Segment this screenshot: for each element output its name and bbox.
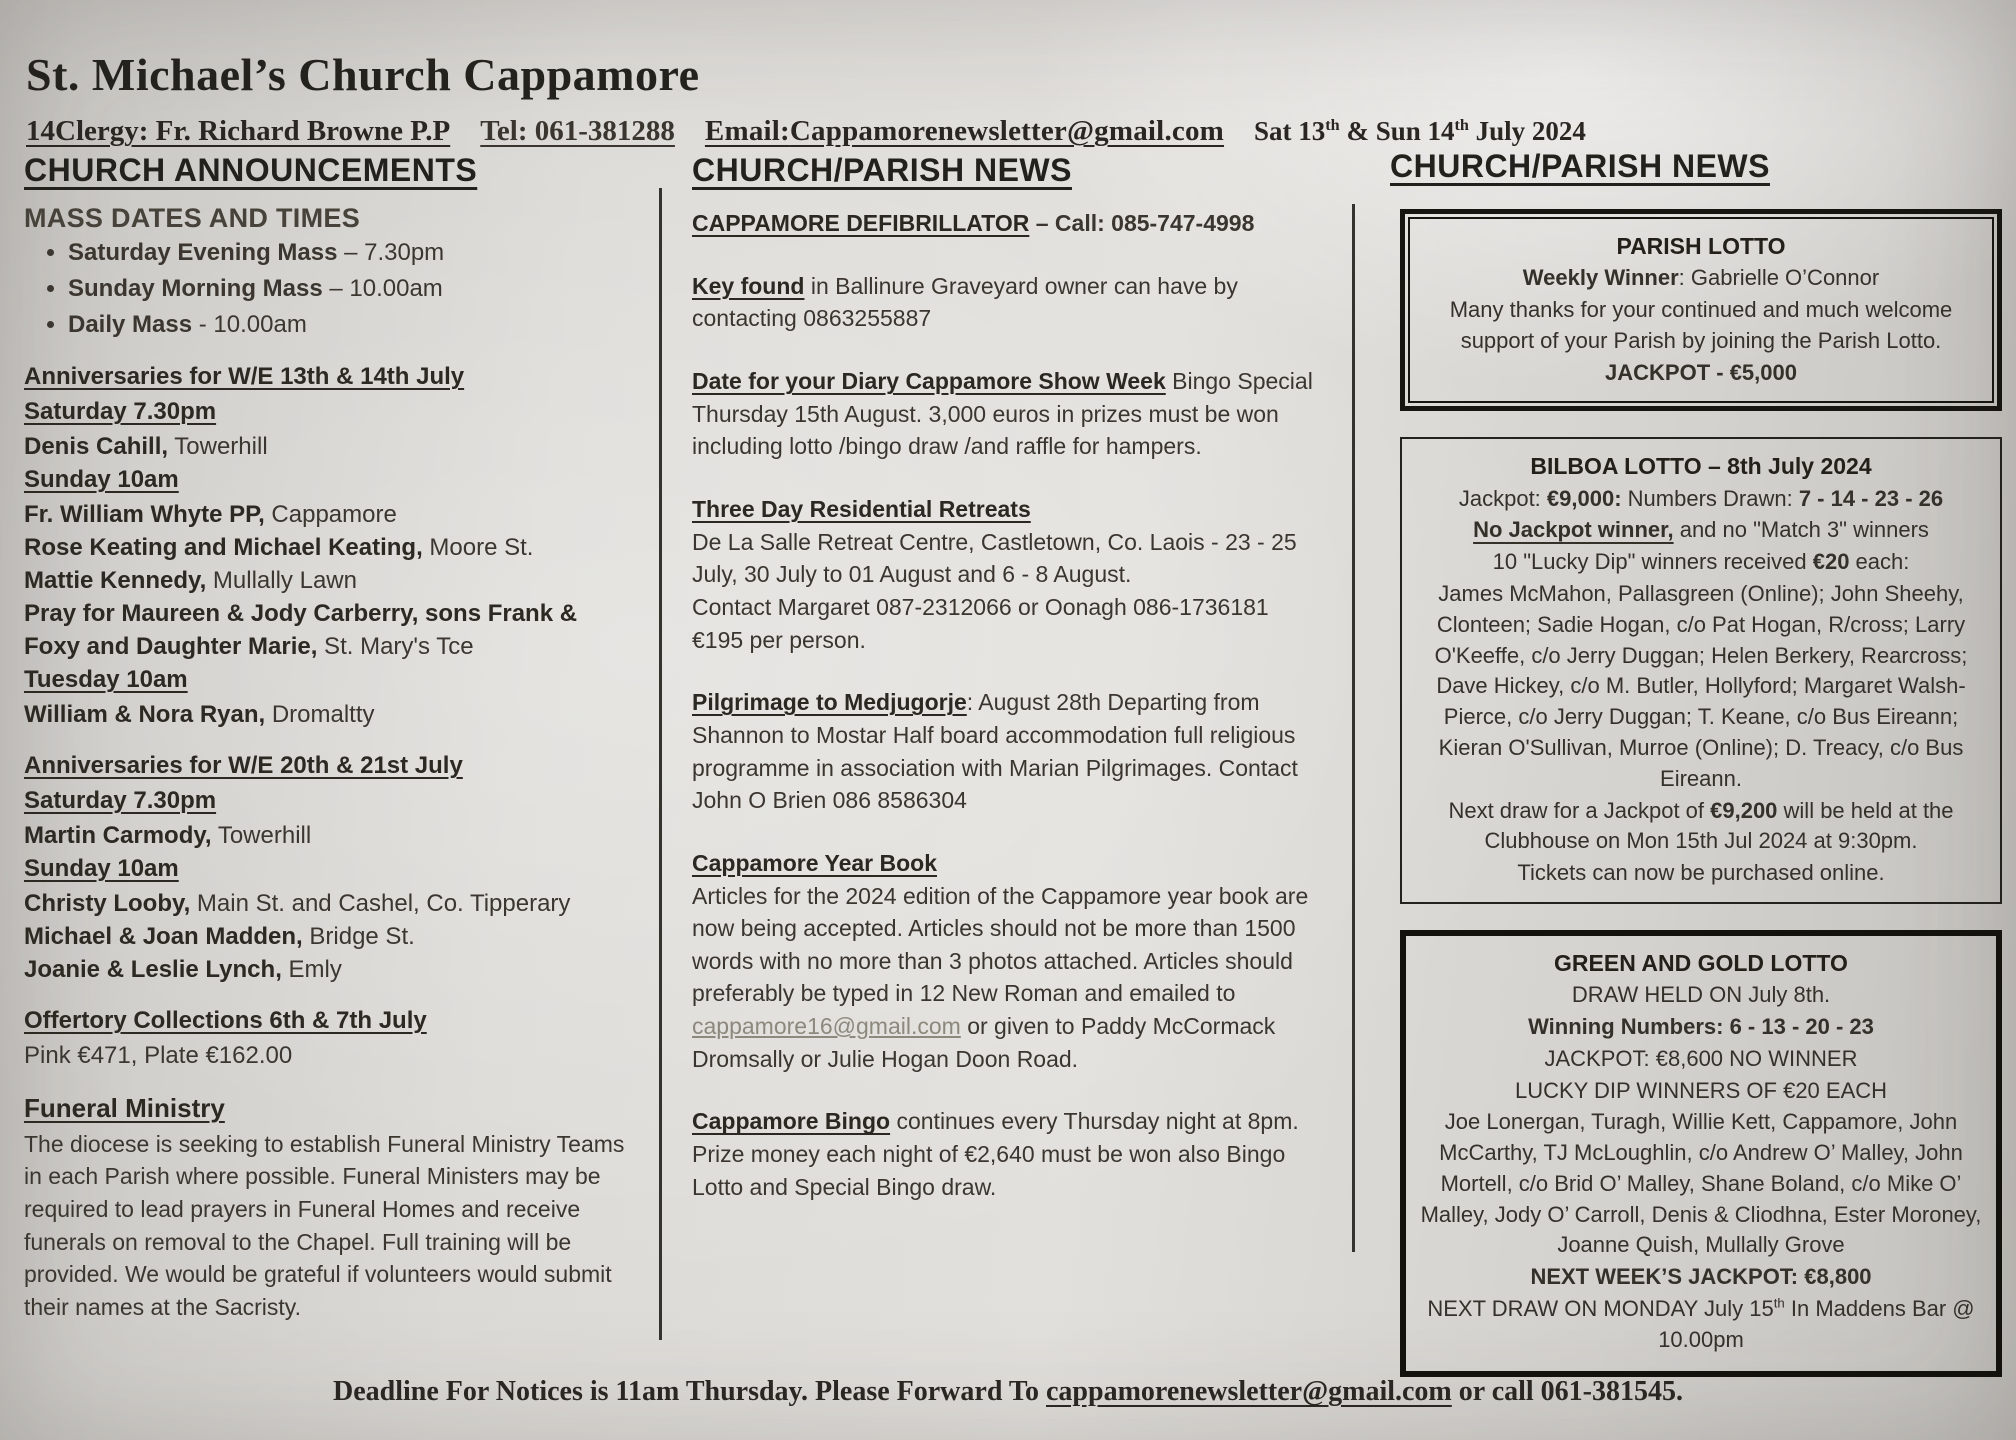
parish-news-heading: CHURCH/PARISH NEWS (692, 152, 1072, 188)
anniversary-name (24, 564, 632, 597)
person-name: Michael & Joan Madden, (24, 922, 303, 950)
person-place: St. Mary's Tce (317, 633, 474, 661)
column-divider-right (1352, 204, 1355, 1252)
column-divider-left (659, 188, 662, 1340)
person-name: Joanie & Leslie Lynch, (24, 955, 282, 983)
anniversary-name (24, 887, 632, 920)
person-name: Denis Cahill, (24, 432, 169, 460)
weekly-winner-name: : Gabrielle O’Connor (1678, 265, 1880, 291)
person-name: Martin Carmody, (24, 821, 212, 849)
day-heading: Saturday 7.30pm (24, 398, 217, 426)
person-name: Fr. William Whyte PP, (24, 500, 265, 528)
parish-news-heading-right: CHURCH/PARISH NEWS (1390, 148, 1770, 184)
green-gold-jackpot: JACKPOT: €8,600 NO WINNER (1544, 1045, 1858, 1071)
green-gold-draw-date: DRAW HELD ON July 8th. (1571, 982, 1831, 1008)
mass-time-item (68, 308, 632, 342)
footer-text: or call 061-381545. (1451, 1376, 1683, 1407)
show-week-title: Date for your Diary Cappamore Show Week (692, 367, 1166, 394)
anniversary-name (24, 920, 632, 953)
defibrillator-notice (692, 207, 1320, 240)
key-found-title: Key found (692, 272, 805, 299)
footer-text: Deadline For Notices is 11am Thursday. Please Forward To (333, 1376, 1046, 1407)
mass-time-item (68, 272, 632, 306)
retreats-notice (692, 493, 1320, 656)
show-week-notice (692, 365, 1320, 463)
person-name: Christy Looby, (24, 889, 191, 917)
parish-lotto-thanks: Many thanks for your continued and much welcome support of your Parish by joining the Parish Lotto. (1449, 296, 1953, 353)
person-place: Bridge St. (302, 922, 415, 950)
funeral-ministry-body: The diocese is seeking to establish Funeral Ministry Teams in each Parish where possible. Funeral Ministers may be required to lead prayers in Funeral Homes and receive funerals on removal to the Chapel. Full training will be provided. We would be grateful if volunteers would submit their names at the Sacristy. (24, 1130, 625, 1320)
person-place: Main St. and Cashel, Co. Tipperary (190, 889, 571, 917)
green-gold-winning-numbers: Winning Numbers: 6 - 13 - 20 - 23 (1528, 1013, 1874, 1039)
person-place: Emly (281, 955, 342, 983)
mass-name: Sunday Morning Mass (68, 275, 323, 303)
anniversary-name (24, 531, 632, 564)
bingo-text: continues every Thursday night at 8pm. Prize money each night of €2,640 must be won also Bingo Lotto and Special Bingo draw. (692, 1108, 1299, 1200)
announcements-heading: CHURCH ANNOUNCEMENTS (24, 152, 478, 188)
column-announcements (24, 152, 632, 1324)
pilgrimage-title: Pilgrimage to Medjugorje (692, 689, 967, 716)
pilgrimage-text: : August 28th Departing from Shannon to Mostar Half board accommodation full religious programme in association with Marian Pilgrimages. Contact John O Brien 086 8586304 (692, 689, 1298, 814)
green-gold-next-draw (1420, 1294, 1982, 1356)
person-place: Moore St. (422, 533, 534, 561)
mass-name: Saturday Evening Mass (68, 239, 338, 266)
day-heading: Saturday 7.30pm (24, 786, 217, 814)
day-heading: Sunday 10am (24, 854, 179, 882)
bilboa-winners-list: James McMahon, Pallasgreen (Online); John Sheehy, Clonteen; Sadie Hogan, c/o Pat Hogan, R/cross; Larry O'Keeffe, c/o Jerry Duggan; Helen Berkery, Rearcross; Dave Hickey, c/o M. Butler, Hollyford; Margaret Walsh-Pierce, c/o Jerry Duggan; T. Keane, c/o Bus Eireann; Kieran O'Sullivan, Murroe (Online); D. Treacy, c/o Bus Eireann. (1434, 580, 1968, 791)
person-name: Rose Keating and Michael Keating, (24, 533, 423, 561)
footer-deadline (0, 1376, 2016, 1408)
header (26, 48, 2002, 148)
defibrillator-phone: – Call: 085-747-4998 (1029, 210, 1255, 236)
green-gold-winners-list: Joe Lonergan, Turagh, Willie Kett, Cappamore, John McCarthy, TJ McLoughlin, c/o Andrew O’ Malley, John Mortell, c/o Brid O’ Malley, Shane Boland, c/o Mike O’ Malley, Jody O’ Carroll, Denis & Cliodhna, Ester Moroney, Joanne Quish, Mullally Grove (1420, 1109, 1982, 1258)
green-gold-lucky-dip: LUCKY DIP WINNERS OF €20 EACH (1514, 1077, 1888, 1103)
issue-date-text: July 2024 (1468, 116, 1586, 146)
mass-time: – 7.30pm (337, 239, 445, 266)
retreats-title: Three Day Residential Retreats (692, 495, 1031, 522)
phone-number: Tel: 061-381288 (480, 115, 675, 147)
mass-time-item (68, 236, 632, 270)
yearbook-text: Articles for the 2024 edition of the Cappamore year book are now being accepted. Articles should not be more than 1500 words with no more than 3 photos attached. Articles should preferably be typed in 12 New Roman and emailed to (692, 882, 1309, 1007)
issue-date-text: Sat 13 (1254, 116, 1326, 146)
anniversaries-2-heading: Anniversaries for W/E 20th & 21st July (24, 752, 463, 780)
bingo-title: Cappamore Bingo (692, 1108, 891, 1135)
bilboa-lucky-amount: €20 (1812, 549, 1850, 575)
issue-date (1254, 116, 1586, 147)
weekly-winner-label: Weekly Winner (1522, 265, 1679, 291)
bilboa-drawn-label: Numbers Drawn: (1621, 485, 1799, 511)
footer-email-link[interactable]: cappamorenewsletter@gmail.com (1046, 1376, 1452, 1407)
retreats-line: De La Salle Retreat Centre, Castletown, Co. Laois - 23 - 25 July, 30 July to 01 August and 6 - 8 August. (692, 528, 1297, 588)
person-place: Towerhill (168, 432, 268, 460)
show-week-text: Bingo Special Thursday 15th August. 3,000 euros in prizes must be won including lotto /bingo draw /and raffle for hampers. (692, 367, 1313, 460)
mass-times-heading: MASS DATES AND TIMES (24, 203, 361, 233)
weekly-winner-line (1426, 263, 1976, 294)
parish-lotto-jackpot: JACKPOT - €5,000 (1605, 359, 1797, 385)
person-name: William & Nora Ryan, (24, 701, 266, 729)
bingo-notice (692, 1105, 1320, 1203)
green-gold-next-draw-sup: th (1773, 1295, 1785, 1311)
mass-time: - 10.00am (192, 311, 307, 339)
green-gold-title: GREEN AND GOLD LOTTO (1554, 949, 1848, 976)
key-found-text: in Ballinure Graveyard owner can have by contacting 0863255887 (692, 272, 1238, 332)
issue-date-sup: th (1454, 116, 1469, 134)
mass-name: Daily Mass (68, 311, 193, 339)
retreats-line: €195 per person. (692, 626, 866, 653)
yearbook-text: or given to Paddy McCormack Dromsally or Julie Hogan Doon Road. (692, 1013, 1276, 1072)
bilboa-next-post: will be held at the Clubhouse on Mon 15th Jul 2024 at 9:30pm. (1484, 797, 1954, 854)
parish-lotto-box (1400, 209, 2002, 411)
bilboa-no-winner: No Jackpot winner, (1473, 517, 1674, 543)
bilboa-no-match3: and no "Match 3" winners (1673, 517, 1929, 543)
key-found-notice (692, 270, 1320, 335)
bilboa-no-winner-line (1416, 515, 1986, 546)
anniversary-name (24, 597, 632, 663)
parish-lotto-inner (1408, 217, 1994, 403)
person-name: Mattie Kennedy, (24, 566, 207, 594)
bilboa-jackpot-label: Jackpot: (1458, 485, 1547, 511)
bilboa-drawn-numbers: 7 - 14 - 23 - 26 (1798, 485, 1944, 511)
anniversary-name (24, 698, 632, 731)
mass-time: – 10.00am (322, 275, 443, 303)
bilboa-lucky-post: each: (1849, 549, 1910, 575)
bilboa-lotto-title: BILBOA LOTTO – 8th July 2024 (1530, 453, 1872, 480)
green-gold-lotto-box (1400, 930, 2002, 1377)
funeral-ministry-heading: Funeral Ministry (24, 1092, 225, 1123)
bilboa-lucky-dip-line (1416, 547, 1986, 578)
yearbook-body (692, 880, 1320, 1076)
anniversary-name (24, 819, 632, 852)
bilboa-lucky-pre: 10 "Lucky Dip" winners received (1492, 549, 1813, 575)
email-label: Email: (704, 115, 790, 147)
person-place: Dromaltty (265, 701, 375, 729)
mass-times-list (24, 236, 632, 342)
person-name: Pray for Maureen & Jody Carberry, sons Frank & Foxy and Daughter Marie, (24, 600, 578, 661)
bilboa-next-amount: €9,200 (1710, 797, 1778, 823)
day-heading: Sunday 10am (24, 465, 179, 493)
issue-date-sup: th (1325, 116, 1340, 134)
page-title: St. Michael’s Church Cappamore (26, 49, 700, 100)
header-info-line (26, 115, 2002, 148)
offertory-heading: Offertory Collections 6th & 7th July (24, 1007, 427, 1035)
offertory-amounts: Pink €471, Plate €162.00 (24, 1041, 293, 1069)
person-place: Towerhill (211, 821, 312, 849)
anniversaries-1-heading: Anniversaries for W/E 13th & 14th July (24, 363, 465, 391)
bilboa-next-pre: Next draw for a Jackpot of (1448, 797, 1711, 823)
bilboa-tickets-line: Tickets can now be purchased online. (1517, 860, 1885, 886)
bilboa-next-draw-line (1416, 796, 1986, 858)
column-lotto-news (1390, 148, 2008, 1403)
green-gold-next-draw-text: NEXT DRAW ON MONDAY July 15 (1427, 1296, 1774, 1322)
bilboa-jackpot-amount: €9,000: (1546, 485, 1622, 511)
column-parish-news (692, 152, 1320, 1233)
yearbook-title: Cappamore Year Book (692, 849, 938, 876)
defibrillator-title: CAPPAMORE DEFIBRILLATOR (692, 210, 1030, 236)
bilboa-jackpot-line (1416, 484, 1986, 515)
anniversary-name (24, 953, 632, 986)
anniversary-name (24, 498, 632, 531)
green-gold-next-draw-text: In Maddens Bar @ 10.00pm (1658, 1296, 1975, 1352)
yearbook-email-link[interactable]: cappamore16@gmail.com (692, 1013, 961, 1040)
yearbook-notice (692, 847, 1320, 1076)
anniversary-name (24, 430, 632, 463)
person-place: Mullally Lawn (206, 566, 357, 594)
person-place: Cappamore (264, 500, 397, 528)
issue-date-text: & Sun 14 (1339, 116, 1455, 146)
retreats-line: Contact Margaret 087-2312066 or Oonagh 086-1736181 (692, 593, 1269, 620)
bilboa-lotto-box (1400, 437, 2002, 904)
day-heading: Tuesday 10am (24, 666, 188, 694)
email-link[interactable]: Cappamorenewsletter@gmail.com (789, 115, 1225, 147)
parish-lotto-title: PARISH LOTTO (1616, 233, 1786, 259)
clergy-text: 14Clergy: Fr. Richard Browne P.P (26, 115, 451, 147)
green-gold-next-jackpot: NEXT WEEK’S JACKPOT: €8,800 (1530, 1264, 1872, 1290)
pilgrimage-notice (692, 686, 1320, 817)
email-wrap (705, 115, 1224, 148)
